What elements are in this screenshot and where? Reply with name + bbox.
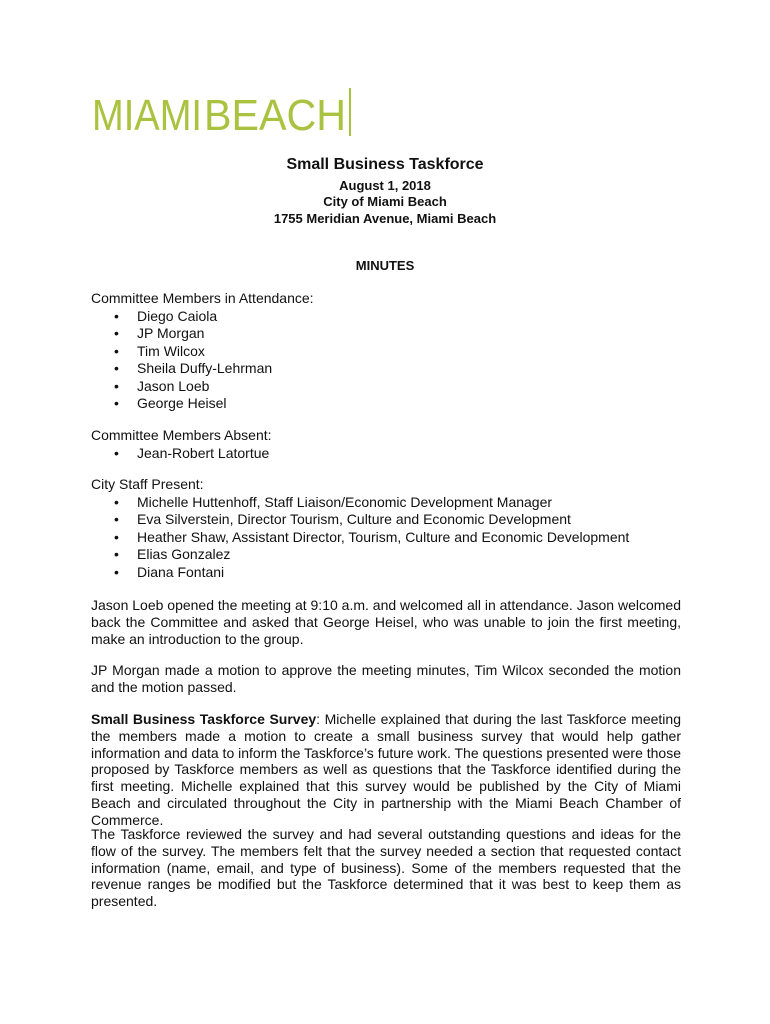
meeting-address: 1755 Meridian Avenue, Miami Beach — [273, 211, 497, 226]
list-item-text: Jean-Robert Latortue — [137, 444, 270, 461]
list-item — [91, 529, 686, 547]
list-item — [91, 360, 686, 378]
list-item — [91, 395, 686, 413]
bullet-icon: • — [114, 360, 119, 376]
bullet-icon: • — [114, 307, 119, 324]
paragraph-survey — [91, 711, 681, 829]
list-item-text: JP Morgan — [137, 325, 205, 341]
logo-text-miami: MIAMI — [92, 91, 202, 138]
staff-list — [91, 494, 686, 582]
list-item-text: Elias Gonzalez — [137, 546, 231, 562]
list-item-text: Jason Loeb — [137, 377, 210, 394]
logo-text-beach: BEACH — [204, 91, 346, 138]
list-item-text: Michelle Huttenhoff, Staff Liaison/Economic Development Manager — [137, 493, 553, 510]
paragraph-survey-review: The Taskforce reviewed the survey and had several outstanding questions and ideas for the flow of the survey. The members felt that the survey needed a section that requested contact information (name, email, and type of business). Some of the members requested that the revenue ranges be modified but the Taskforce determined that it was best to keep them as presented. — [91, 826, 681, 910]
list-item — [91, 378, 686, 396]
list-item — [91, 308, 686, 326]
list-item-text: Diego Caiola — [137, 307, 218, 324]
survey-heading: Small Business Taskforce Survey — [91, 711, 317, 727]
bullet-icon: • — [114, 325, 119, 341]
list-item-text: Diana Fontani — [137, 563, 225, 580]
miami-beach-logo — [92, 86, 354, 138]
list-item — [91, 325, 686, 343]
bullet-icon: • — [114, 395, 119, 411]
bullet-icon: • — [114, 528, 119, 545]
list-item — [91, 445, 686, 463]
meeting-date: August 1, 2018 — [339, 178, 431, 193]
attendance-label: Committee Members in Attendance: — [91, 290, 314, 306]
bullet-icon: • — [114, 342, 119, 359]
absent-list — [91, 445, 686, 463]
staff-label: City Staff Present: — [91, 476, 204, 492]
bullet-icon: • — [114, 511, 119, 527]
bullet-icon: • — [114, 563, 119, 580]
paragraph-motion-minutes: JP Morgan made a motion to approve the meeting minutes, Tim Wilcox seconded the motion and the motion passed. — [91, 662, 681, 695]
bullet-icon: • — [114, 377, 119, 394]
list-item-text: Tim Wilcox — [137, 342, 205, 359]
list-item — [91, 343, 686, 361]
attendance-list — [91, 308, 686, 413]
paragraph-meeting-opening: Jason Loeb opened the meeting at 9:10 a.m. and welcomed all in attendance. Jason welcomed back the Committee and asked that George Heisel, who was unable to join the first meeting, make an introduction to the group. — [91, 597, 681, 647]
survey-body: : Michelle explained that during the last Taskforce meeting the members made a motion to create a small business survey that would help gather information and data to inform the Taskforce’s future work. The questions presented were those proposed by Taskforce members as well as questions that the Taskforce identified during the first meeting. Michelle explained that this survey would be published by the City of Miami Beach and circulated throughout the City in partnership with the Miami Beach Chamber of Commerce. — [91, 711, 681, 828]
list-item-text: George Heisel — [137, 395, 227, 411]
organization-name: City of Miami Beach — [323, 194, 447, 209]
absent-section — [91, 427, 686, 462]
list-item-text: Eva Silverstein, Director Tourism, Culture and Economic Development — [137, 511, 571, 527]
staff-section — [91, 476, 686, 581]
list-item — [91, 564, 686, 582]
attendance-section — [91, 290, 686, 413]
absent-label: Committee Members Absent: — [91, 427, 272, 443]
list-item — [91, 511, 686, 529]
section-heading-minutes: MINUTES — [355, 258, 415, 273]
document-title: Small Business Taskforce — [286, 156, 484, 173]
bullet-icon: • — [114, 546, 119, 562]
bullet-icon: • — [114, 444, 119, 461]
list-item-text: Heather Shaw, Assistant Director, Tourism, Culture and Economic Development — [137, 528, 630, 545]
list-item — [91, 546, 686, 564]
list-item — [91, 494, 686, 512]
list-item-text: Sheila Duffy-Lehrman — [137, 360, 273, 376]
bullet-icon: • — [114, 493, 119, 510]
